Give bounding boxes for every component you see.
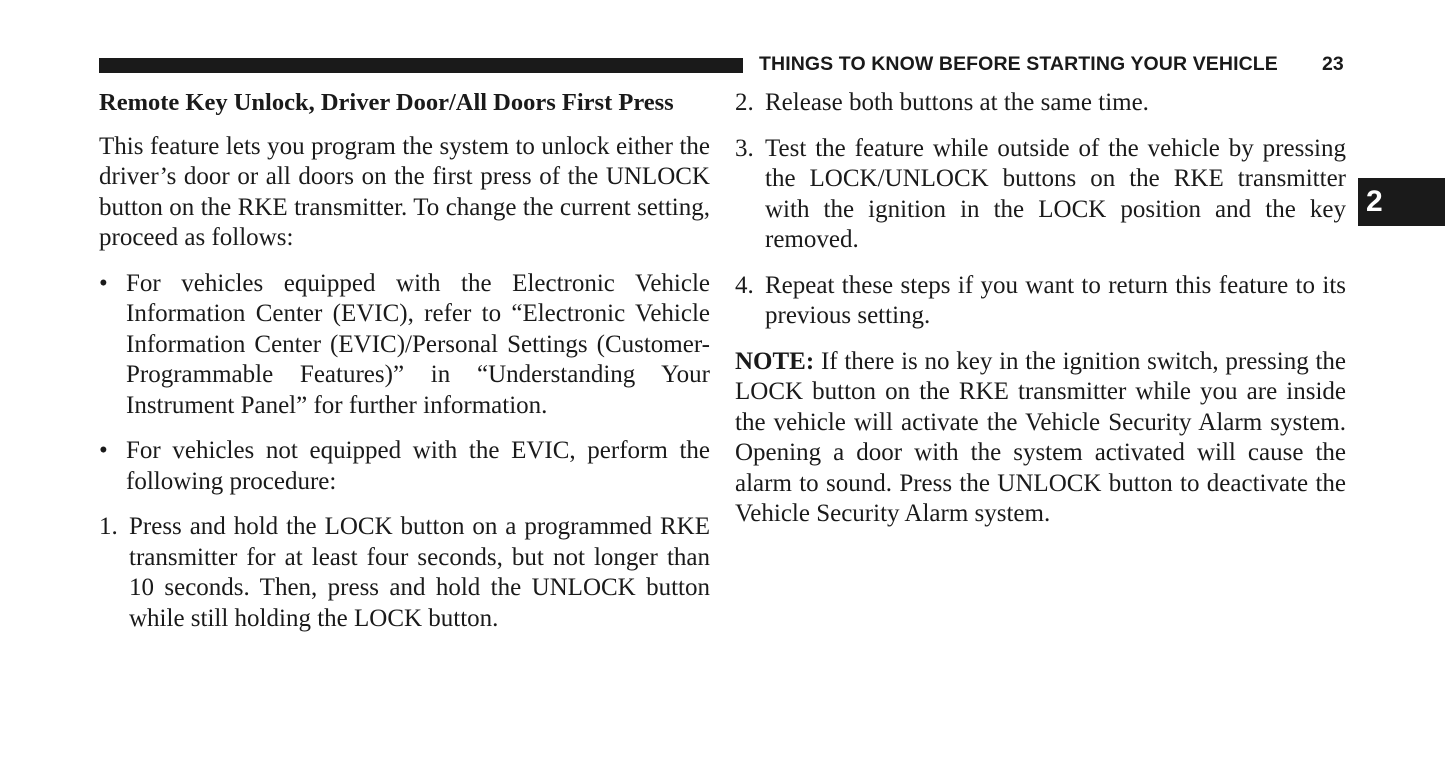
step-number: 2. bbox=[735, 89, 754, 116]
bullet-marker: • bbox=[99, 269, 108, 297]
section-heading: Remote Key Unlock, Driver Door/All Doors First Press bbox=[99, 89, 674, 116]
intro-paragraph: This feature lets you program the system to unlock either the driver’s door or all doors on the first press of the UNLOCK button on the RKE transmitter. To change the current setting, proceed as follows: bbox=[99, 132, 710, 251]
bullet-marker: • bbox=[99, 437, 108, 464]
chapter-tab: 2 bbox=[1358, 178, 1445, 226]
note-text: If there is no key in the ignition switch, pressing the LOCK button on the RKE transmitter while you are inside the vehicle will activate the Vehicle Security Alarm system. Opening a door with the system activated will cause the alarm to sound. Press the UNLOCK button to deactivate the Vehicle Security Alarm system. bbox=[735, 347, 1347, 527]
left-column bbox=[99, 88, 710, 634]
step-text: Test the feature while outside of the vehicle by pressing the LOCK/UNLOCK buttons on the RKE transmitter with the ignition in the LOCK position and the key removed. bbox=[765, 134, 1346, 253]
list-item-evic-equipped bbox=[99, 269, 710, 422]
list-item-evic-not-equipped bbox=[99, 436, 710, 497]
step-number: 4. bbox=[735, 271, 754, 299]
right-column bbox=[735, 88, 1346, 530]
step-number: 1. bbox=[99, 513, 118, 540]
step-text: Release both buttons at the same time. bbox=[765, 89, 1149, 116]
header-rule bbox=[99, 58, 743, 73]
page-number: 23 bbox=[1322, 53, 1344, 75]
step-3 bbox=[735, 134, 1346, 256]
step-text: Press and hold the LOCK button on a programmed RKE transmitter for at least four seconds, but not longer than 10 seconds. Then, press and hold the UNLOCK button while still holding the LOCK button. bbox=[129, 513, 710, 632]
step-number: 3. bbox=[735, 134, 754, 162]
bullet-text: For vehicles not equipped with the EVIC, perform the following procedure: bbox=[126, 437, 710, 495]
step-text: Repeat these steps if you want to return this feature to its previous setting. bbox=[765, 271, 1346, 329]
step-4 bbox=[735, 271, 1346, 332]
running-header-title: THINGS TO KNOW BEFORE STARTING YOUR VEHICLE bbox=[759, 53, 1278, 75]
note-paragraph bbox=[735, 347, 1346, 530]
step-2 bbox=[735, 88, 1346, 119]
note-label: NOTE: bbox=[735, 347, 815, 375]
step-1 bbox=[99, 512, 710, 634]
bullet-text: For vehicles equipped with the Electronic Vehicle Information Center (EVIC), refer to “Electronic Vehicle Information Center (EVIC)/Personal Settings (Customer-Programmable Features)” in “Understanding Your Instrument Panel” for further information. bbox=[126, 269, 710, 419]
